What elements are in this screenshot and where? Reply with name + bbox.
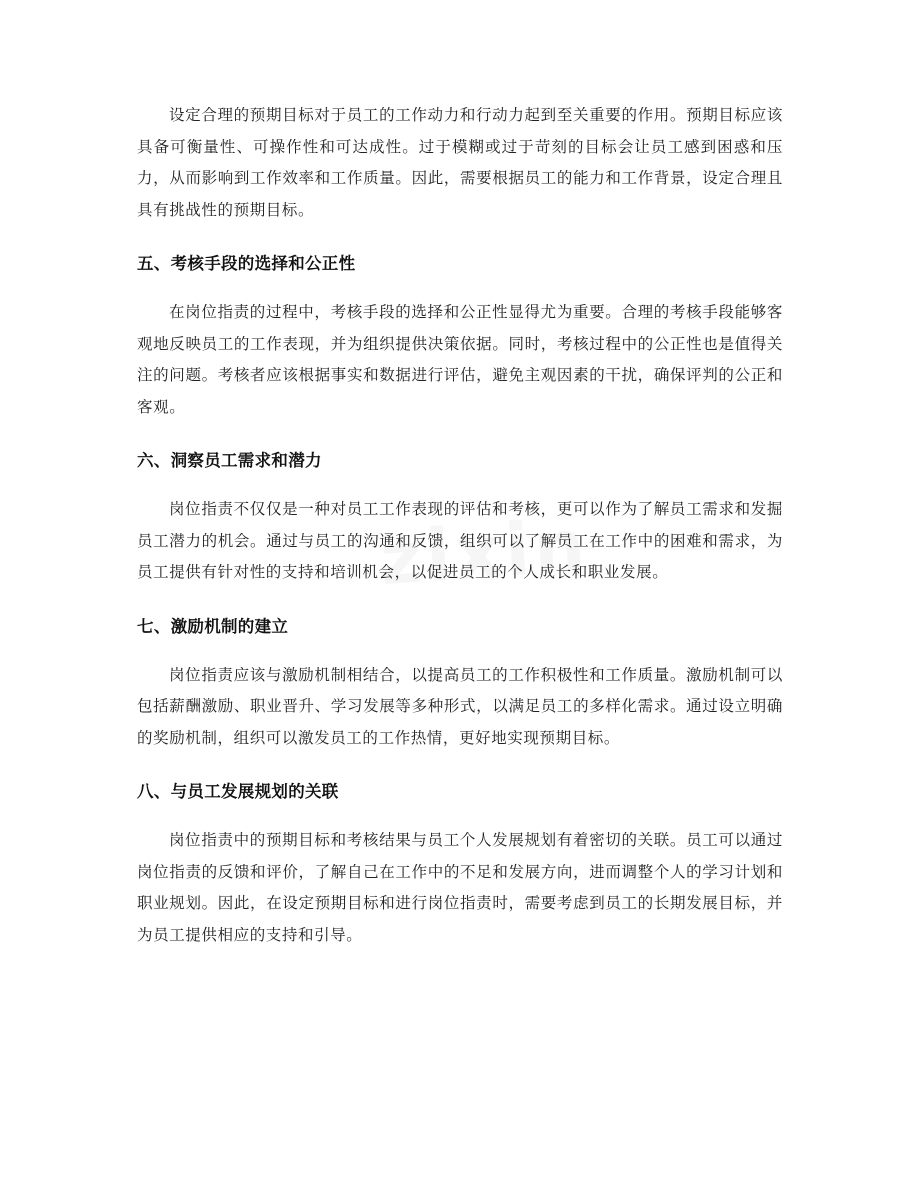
section-paragraph-5: 在岗位指责的过程中，考核手段的选择和公正性显得尤为重要。合理的考核手段能够客观地反映员工的工作表现，并为组织提供决策依据。同时，考核过程中的公正性也是值得关注的问题。考核者应该根据事实和数据进行评估，避免主观因素的干扰，确保评判的公正和客观。 — [137, 303, 783, 416]
intro-paragraph: 设定合理的预期目标对于员工的工作动力和行动力起到至关重要的作用。预期目标应该具备可衡量性、可操作性和可达成性。过于模糊或过于苛刻的目标会让员工感到困惑和压力，从而影响到工作效率和工作质量。因此，需要根据员工的能力和工作背景，设定合理且具有挑战性的预期目标。 — [137, 106, 783, 219]
section-paragraph-8: 岗位指责中的预期目标和考核结果与员工个人发展规划有着密切的关联。员工可以通过岗位指责的反馈和评价，了解自己在工作中的不足和发展方向，进而调整个人的学习计划和职业规划。因此，在设定预期目标和进行岗位指责时，需要考虑到员工的长期发展目标，并为员工提供相应的支持和引导。 — [137, 831, 783, 944]
section-heading-8: 八、与员工发展规划的关联 — [137, 782, 339, 801]
section-heading-7: 七、激励机制的建立 — [137, 616, 289, 636]
section-heading-5: 五、考核手段的选择和公正性 — [137, 254, 356, 273]
section-heading-6: 六、洞察员工需求和潜力 — [137, 451, 322, 470]
document-body — [137, 100, 783, 951]
section-paragraph-6: 岗位指责不仅仅是一种对员工工作表现的评估和考核，更可以作为了解员工需求和发掘员工潜力的机会。通过与员工的沟通和反馈，组织可以了解员工在工作中的困难和需求，为员工提供有针对性的支持和培训机会，以促进员工的个人成长和职业发展。 — [137, 500, 783, 581]
section-paragraph-7: 岗位指责应该与激励机制相结合，以提高员工的工作积极性和工作质量。激励机制可以包括薪酬激励、职业晋升、学习发展等多种形式，以满足员工的多样化需求。通过设立明确的奖励机制，组织可以激发员工的工作热情，更好地实现预期目标。 — [137, 665, 783, 747]
